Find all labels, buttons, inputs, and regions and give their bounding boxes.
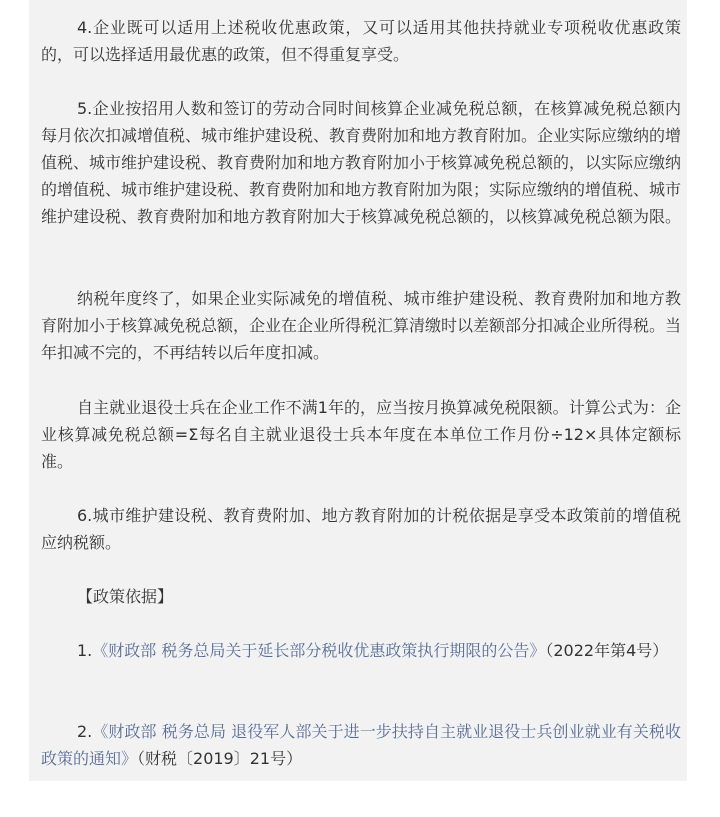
policy-item-1-suffix: （2022年第4号）: [545, 641, 669, 660]
paragraph-4: 4.企业既可以适用上述税收优惠政策，又可以适用其他扶持就业专项税收优惠政策的，可以选择适用最优惠的政策，但不得重复享受。: [41, 18, 681, 64]
policy-item-1-prefix: 1.: [77, 641, 93, 660]
policy-item-1: [41, 637, 681, 664]
policy-item-1-link[interactable]: 《财政部 税务总局关于延长部分税收优惠政策执行期限的公告》: [92, 641, 546, 660]
paragraph-year-end: 纳税年度终了，如果企业实际减免的增值税、城市维护建设税、教育费附加和地方教育附加小于核算减免税总额，企业在企业所得税汇算清缴时以差额部分扣减企业所得税。当年扣减不完的，不再结转以后年度扣减。: [41, 289, 682, 362]
paragraph-veteran: 自主就业退役士兵在企业工作不满1年的，应当按月换算减免税限额。计算公式为：企业核算减免税总额=Σ每名自主就业退役士兵本年度在本单位工作月份÷12×具体定额标准。: [41, 398, 681, 471]
policy-item-2-prefix: 2.: [77, 722, 93, 741]
paragraph-6: 6.城市维护建设税、教育费附加、地方教育附加的计税依据是享受本政策前的增值税应纳税额。: [41, 506, 681, 552]
policy-item-2-link[interactable]: 《财政部 税务总局 退役军人部关于进一步扶持自主就业退役士兵创业就业有关税收政策的通知》: [41, 722, 681, 768]
policy-item-2-suffix: （财税〔2019〕21号）: [137, 749, 303, 768]
policy-basis-heading: 【政策依据】: [77, 587, 174, 606]
paragraph-5: 5.企业按招用人数和签订的劳动合同时间核算企业减免税总额，在核算减免税总额内每月依次扣减增值税、城市维护建设税、教育费附加和地方教育附加。企业实际应缴纳的增值税、城市维护建设税、教育费附加和地方教育附加小于核算减免税总额的，以实际应缴纳的增值税、城市维护建设税、教育费附加和地方教育附加为限；实际应缴纳的增值税、城市维护建设税、教育费附加和地方教育附加大于核算减免税总额的，以核算减免税总额为限。: [41, 99, 682, 226]
policy-item-2: [41, 718, 681, 772]
